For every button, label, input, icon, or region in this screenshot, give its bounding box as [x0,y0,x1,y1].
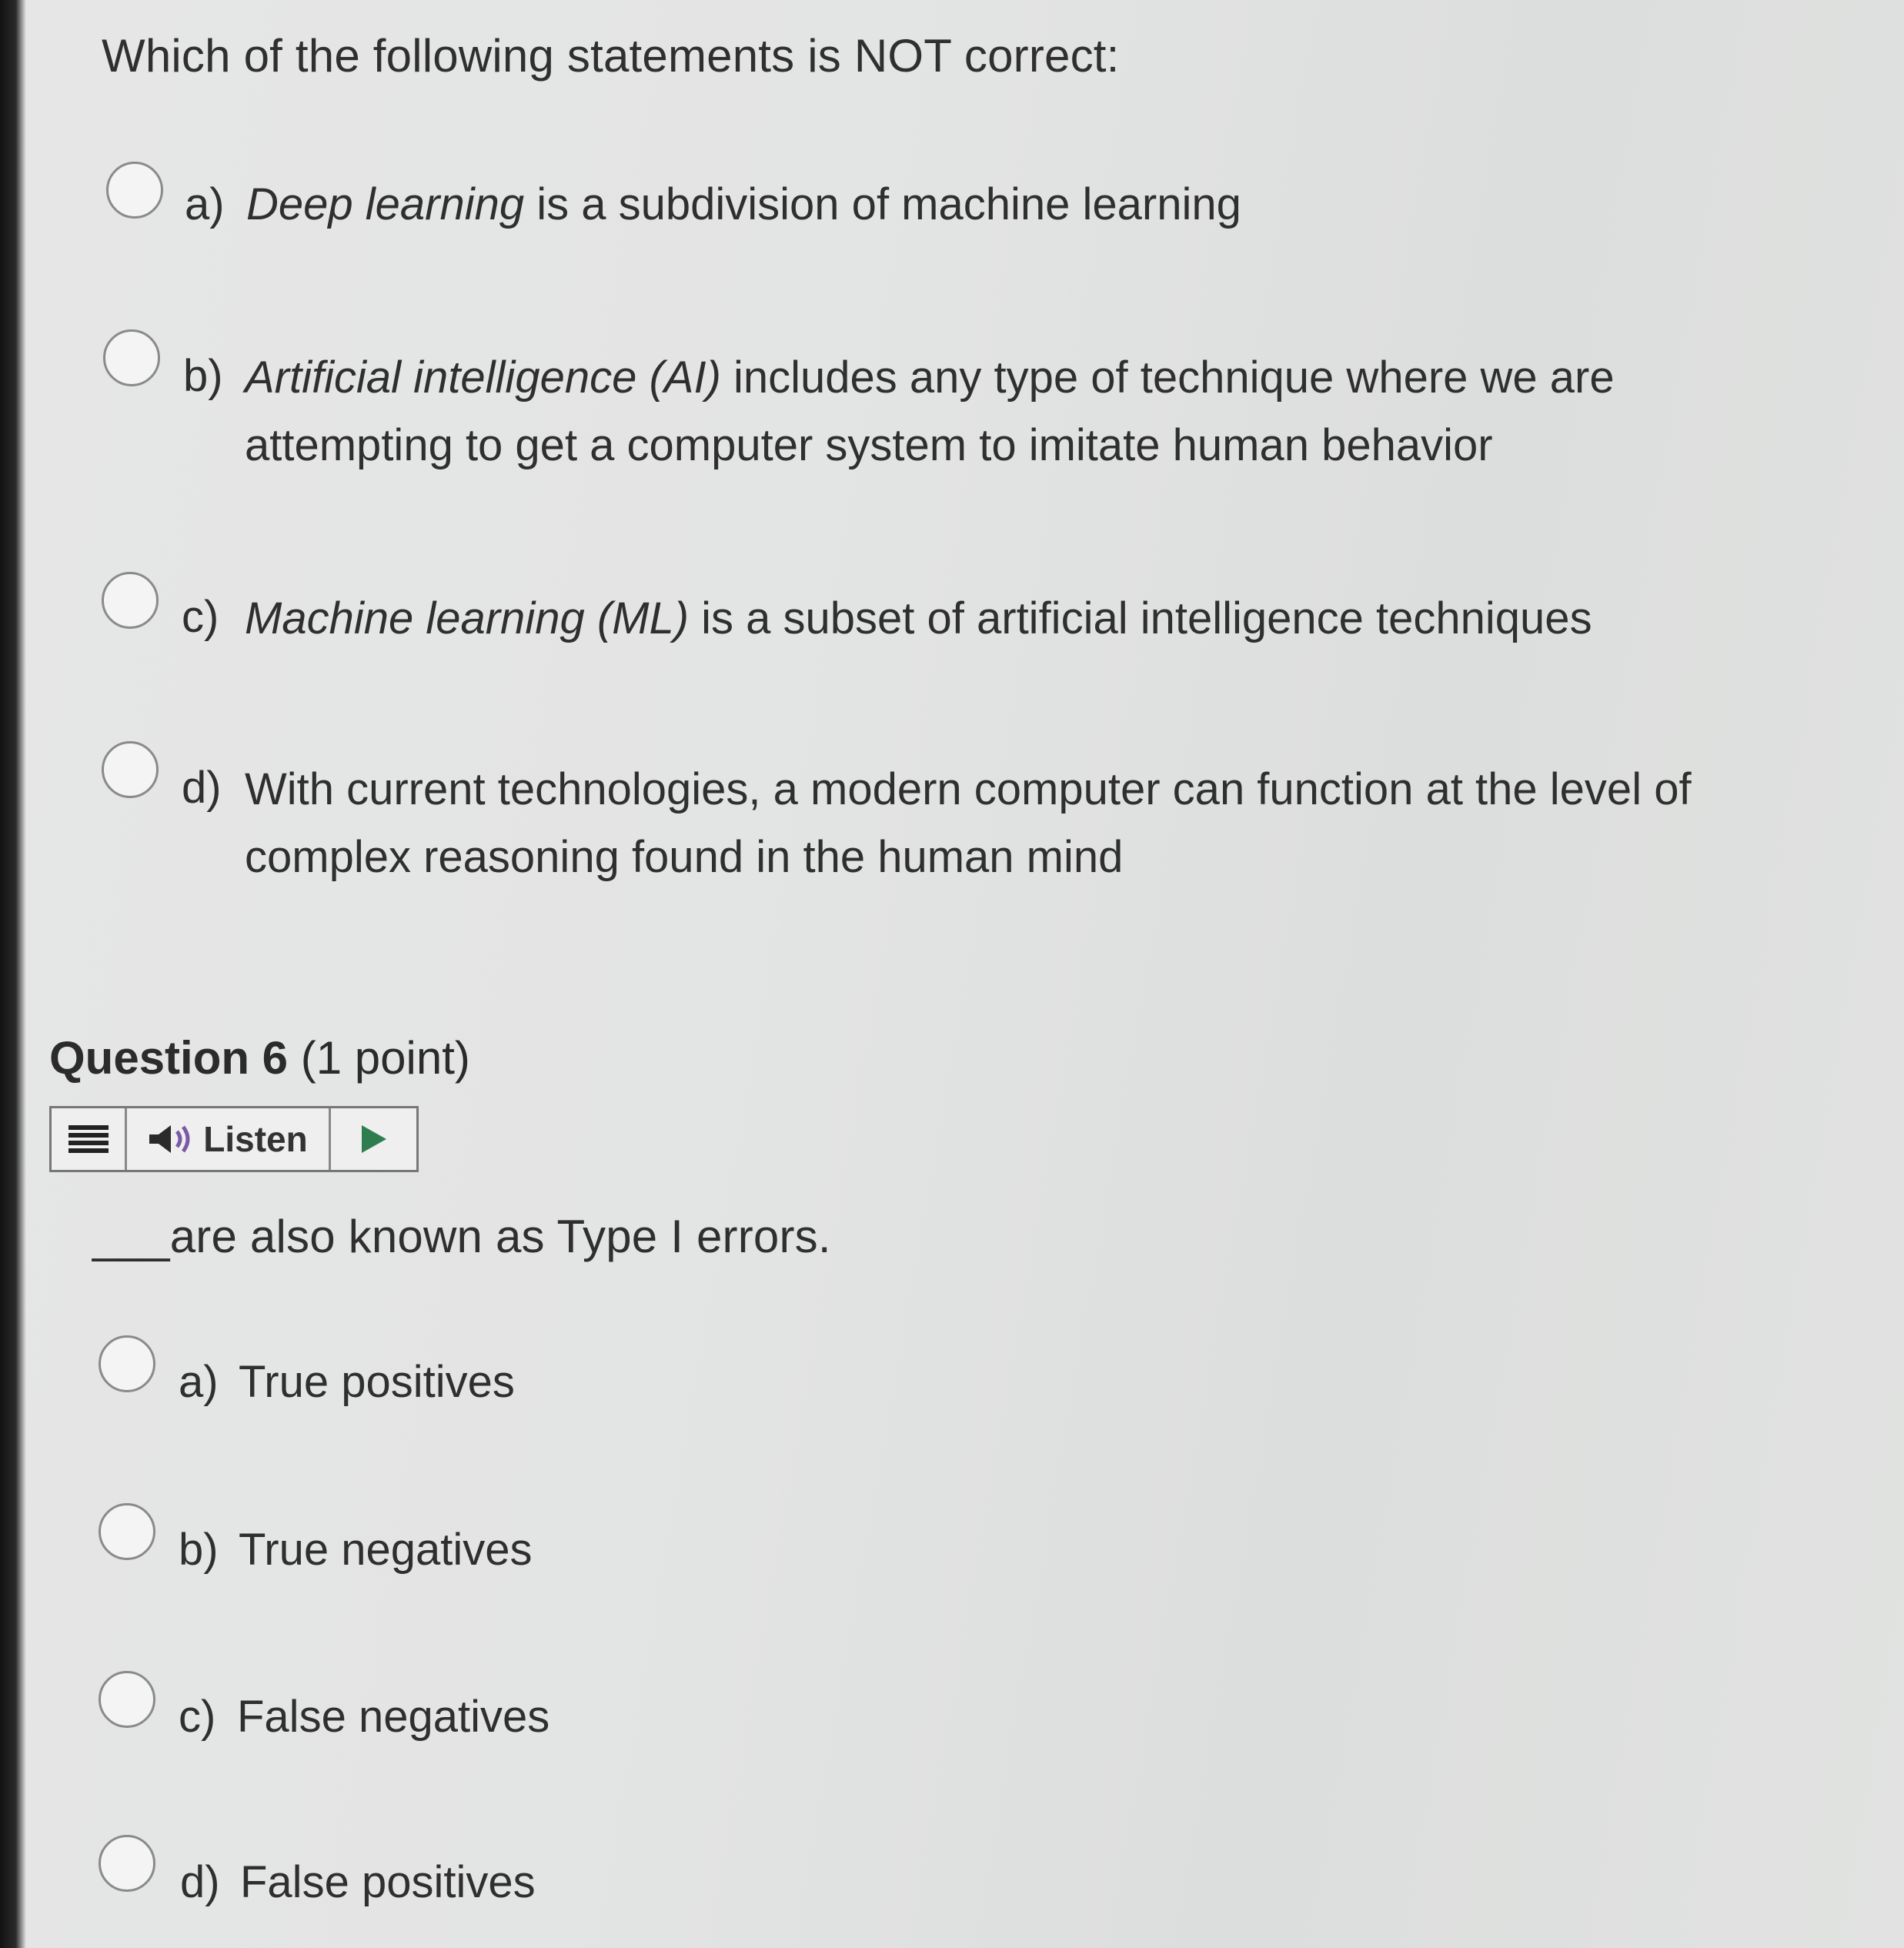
q5-option-b-text[interactable] [245,344,1615,479]
q6-option-c-letter: c) [179,1692,216,1742]
q6-option-b-radio[interactable] [99,1503,155,1560]
q6-option-c-radio[interactable] [99,1671,155,1728]
q5-option-c-term: Machine learning (ML) [245,593,690,643]
question-5-prompt: Which of the following statements is NOT correct: [102,30,1120,82]
menu-icon [68,1122,109,1156]
q5-option-a-radio[interactable] [106,162,163,219]
q6-option-c-text[interactable]: False negatives [237,1692,550,1742]
play-icon [359,1122,389,1156]
q5-option-c-radio[interactable] [102,572,159,629]
q5-option-d-radio[interactable] [102,741,159,798]
q6-option-d-letter: d) [180,1857,220,1907]
q6-option-b-letter: b) [179,1525,219,1575]
q5-option-b-line2: attempting to get a computer system to imitate human behavior [245,420,1493,470]
question-6-number: Question 6 [49,1032,289,1084]
q6-option-d-radio[interactable] [99,1835,155,1892]
q5-option-a-letter: a) [185,179,225,229]
q5-option-b-term: Artificial intelligence (AI) [245,353,721,403]
q5-option-d-letter: d) [182,763,222,813]
listen-play-button[interactable] [331,1108,416,1170]
q6-option-a-text[interactable]: True positives [239,1357,515,1407]
q5-option-a-rest: is a subdivision of machine learning [524,179,1241,229]
screen-edge-shadow [0,0,26,1948]
q5-option-b-letter: b) [183,351,223,401]
q6-option-a-letter: a) [179,1357,219,1407]
q6-option-a-radio[interactable] [99,1335,155,1392]
q5-option-d-line2: complex reasoning found in the human mind [245,832,1124,882]
listen-button[interactable] [127,1108,331,1170]
q5-option-d-line1: With current technologies, a modern computer can function at the level of [245,764,1692,814]
q5-option-c-text[interactable] [245,585,1592,653]
listen-menu-button[interactable] [52,1108,127,1170]
q5-option-a-term: Deep learning [246,179,525,229]
listen-label: Listen [203,1119,308,1159]
speaker-icon [148,1122,194,1156]
q5-option-c-rest: is a subset of artificial intelligence techniques [689,593,1592,643]
q5-option-c-letter: c) [182,592,219,642]
listen-toolbar [49,1106,419,1172]
q6-option-b-text[interactable]: True negatives [239,1525,533,1575]
q5-option-b-radio[interactable] [103,329,160,386]
q5-option-d-text[interactable] [245,756,1692,891]
q6-option-d-text[interactable]: False positives [240,1857,536,1907]
q5-option-a-text[interactable] [246,171,1241,239]
question-6-prompt: ___are also known as Type I errors. [92,1211,831,1262]
question-6-points: (1 point) [300,1032,470,1084]
q5-option-b-rest: includes any type of technique where we are [720,353,1615,403]
question-6-title [49,1031,470,1084]
